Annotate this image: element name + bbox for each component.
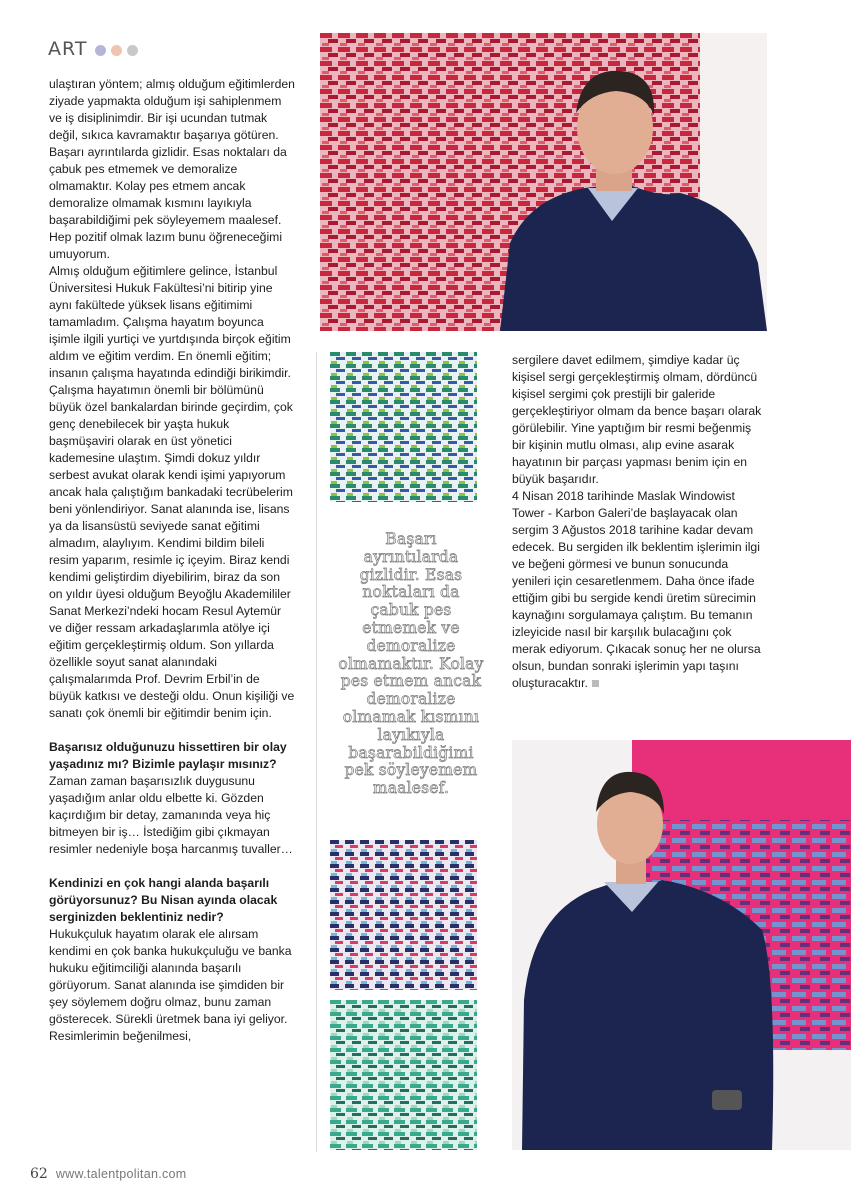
body-paragraph: 4 Nisan 2018 tarihinde Maslak Windowist Tower - Karbon Galeri’de başlayacak olan sergim 3 Ağustos 2018 tarihine kadar devam edecek. Bu sergiden ilk beklentim işlerimin ilgi ve beğeni görmesi ve bunun sonucunda yenileri için cesaretlenmem. Daha önce ifade ettiğim gibi bu sergide kendi üretim sürecimin kaynağını sorgulamaya çalıştım. Bu temanın izleyicide nasıl bir karşılık bulacağını çok merak ediyorum. Çıkacak sonuç her ne olursa olsun, bundan sonraki işlerimin yapı taşını oluşturacaktır. [512,489,761,690]
header-dots [95,45,138,56]
body-paragraph: ulaştıran yöntem; almış olduğum eğitimlerden ziyade yapmakta olduğum işi sahiplenmem ve iş disiplinimdir. Bir işi ucundan tutmak değil, sıkıca kavramaktır başarıya götüren. Başarı ayrıntılarda gizlidir. Esas noktaları da çabuk pes etmemek ve demoralize olmamaktır. Kolay pes etmem ancak demoralize olmamak kısmını layıkıyla başarabildiğimi pek söyleyemem maalesef. Hep pozitif olmak lazım bunu öğreneceğimi umuyorum. [49,77,295,261]
article-end-mark [592,680,599,687]
interview-answer: Zaman zaman başarısızlık duygusunu yaşadığım anlar oldu elbette ki. Gözden kaçırdığım bir detay, zamanında veya hiç bitmeyen bir iş… İstediğim gibi çıkmayan resimler nedeniyle boşa harcanmış tuvaller… [49,774,293,856]
interview-question: Kendinizi en çok hangi alanda başarılı görüyorsunuz? Bu Nisan ayında olacak serginizden beklentiniz nedir? [49,876,278,924]
article-column-left [49,76,295,1045]
artist-photo-pink-painting [512,740,851,1150]
website-url: www.talentpolitan.com [55,1167,187,1181]
section-label: ART [48,38,88,60]
artist-photo-red-painting [320,33,767,331]
column-divider [316,352,317,1152]
body-paragraph: Almış olduğum eğitimlere gelince, İstanbul Üniversitesi Hukuk Fakültesi’ni bitirip yine aynı fakültede yüksek lisans eğitimimi tamamladım. Çalışma hayatım boyunca işimle ilgili yurtiçi ve yurtdışında birçok eğitim aldım ve eğitim verdim. En önemli eğitim; insanın çalışma hayatında edindiği birikimdir. Çalışma hayatımın önemli bir bölümünü büyük özel bankalardan birinde geçirdim, çok genç denebilecek bir yaşta hukuk başmüşaviri olarak en üst yönetici kademesine ulaştım. Şimdi dokuz yıldır serbest avukat olarak kendi işimi yapıyorum ancak hala çalıştığım bankadaki tecrübelerim beni yönlendiriyor. Sanat alanında ise, lisans ya da lisansüstü seviyede sanat eğitimi almadım, alaylıyım. Kendimi bildim bileli resim yaparım, resimle iç içeyim. Biraz kendi kendimi geliştirdim diyebilirim, biraz da son on yıldır üyesi olduğum Beyoğlu Akademililer Sanat Merkezi’ndeki hocam Resul Aytemür ve diğer ressam arkadaşlarımla atölye içi eğitim gerçekleştirmiş oldum. Son yıllarda özellikle soyut sanat alanındaki çalışmalarımda Prof. Devrim Erbil’in de büyük katkısı ve desteği oldu. Onun kişiliği ve sanatı çok önemli bir eğitimdir benim için. [49,264,295,720]
header-dot-2 [111,45,122,56]
painting-thumbnail-green-blue [330,352,477,502]
page-number: 62 [30,1166,48,1182]
page-footer [30,1166,187,1182]
header-dot-3 [127,45,138,56]
section-header [48,38,138,60]
article-column-right [512,352,765,692]
interview-answer: Hukukçuluk hayatım olarak ele alırsam kendimi en çok banka hukukçuluğu ve banka hukuku eğitimciliği alanında başarılı görüyorum. Sanat alanında ise şimdiden bir şey söylemem doğru olmaz, bunu zaman gösterecek. Sürekli üretmek bana iyi geliyor. Resimlerimin beğenilmesi, [49,927,292,1043]
painting-thumbnail-multicolor [330,840,477,990]
body-paragraph: sergilere davet edilmem, şimdiye kadar üç kişisel sergi gerçekleştirmiş olmam, dördüncü kişisel sergimi çok prestijli bir galeride gerçekleştiriyor olmam da bence başarı olarak görülebilir. Yine yaptığım bir resmi beğenmiş bir kişinin mutlu olması, alıp evine asarak hayatının bir parçası yapması benim için en büyük başarıdır. [512,353,762,486]
header-dot-1 [95,45,106,56]
painting-thumbnail-turquoise [330,1000,477,1150]
pull-quote: Başarı ayrıntılarda gizlidir. Esas noktaları da çabuk pes etmemek ve demoralize olmamaktır. Kolay pes etmem ancak demoralize olmamak kısmını layıkıyla başarabildiğimi pek söyleyemem maalesef. [338,530,484,798]
interview-question: Başarısız olduğunuzu hissettiren bir olay yaşadınız mı? Bizimle paylaşır mısınız? [49,740,287,771]
